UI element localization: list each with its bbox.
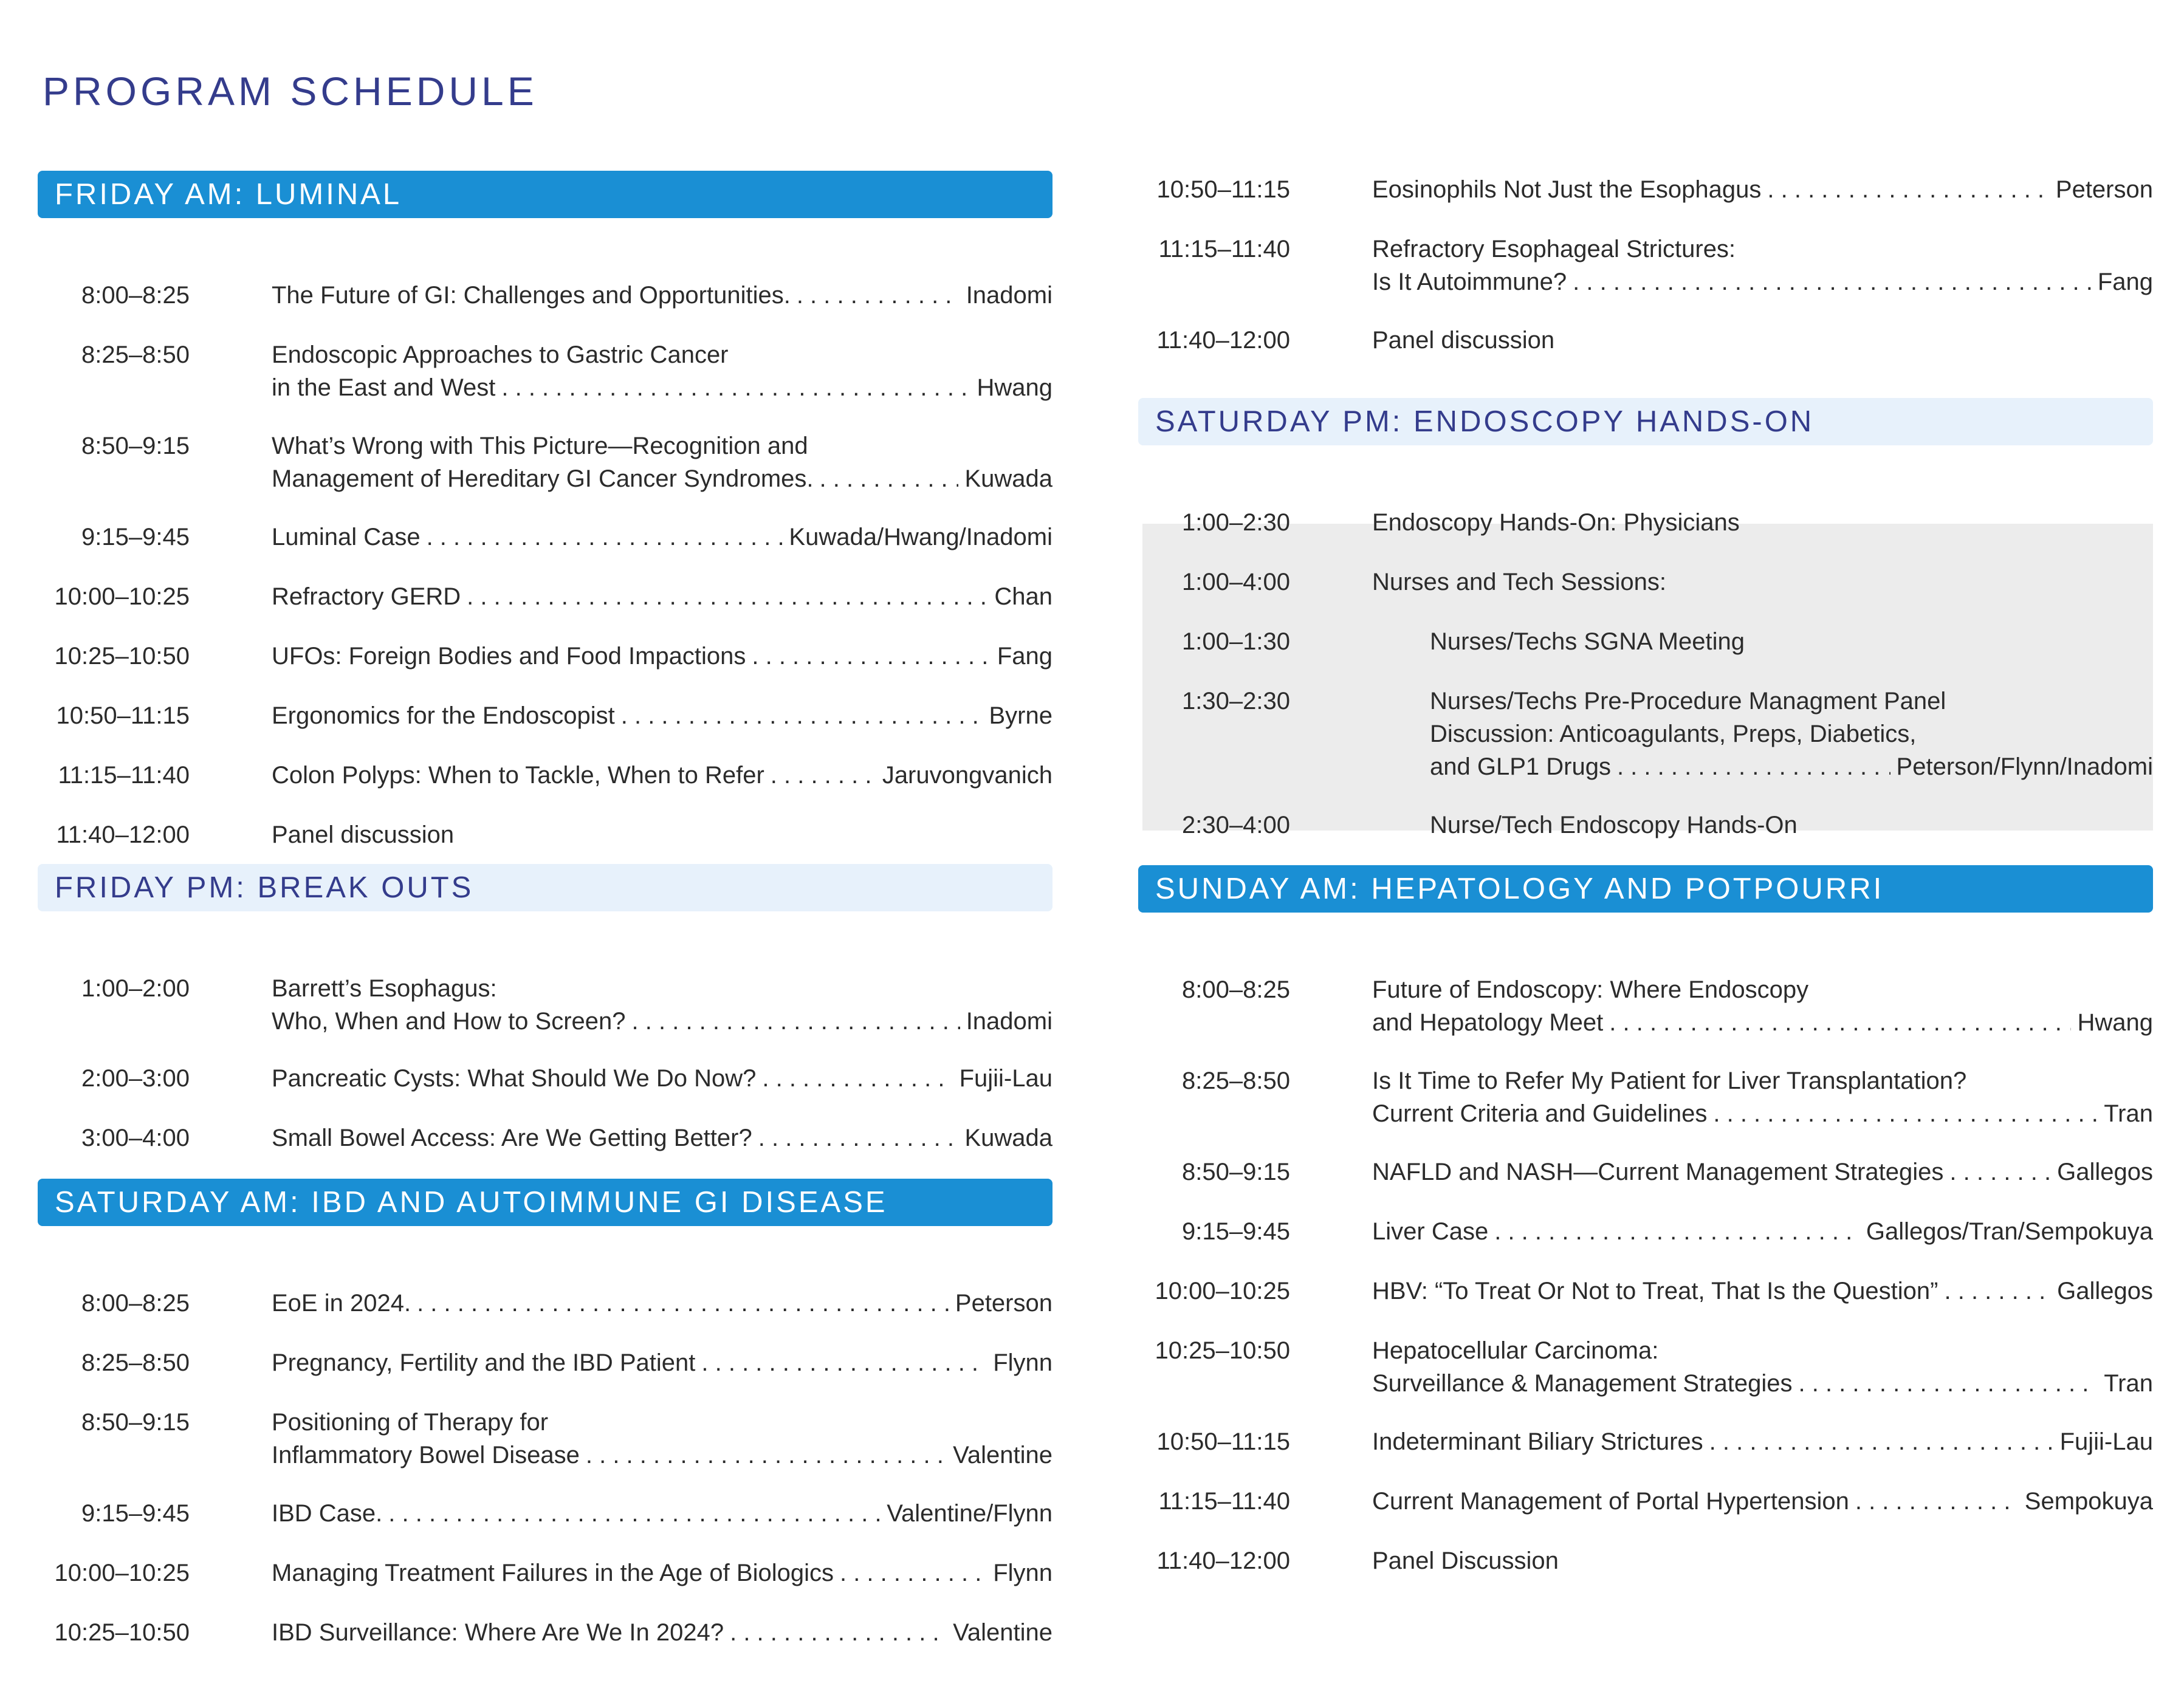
- session-time: 10:00–10:25: [54, 583, 190, 610]
- page-title: PROGRAM SCHEDULE: [43, 69, 538, 114]
- session-title-line: Current Criteria and Guidelines: [1372, 1100, 1708, 1127]
- speaker-name: Peterson: [955, 1290, 1053, 1317]
- dot-leader: [621, 699, 983, 732]
- session-title: [1372, 1544, 2153, 1577]
- session-title: [1372, 233, 2153, 298]
- session-title: [1372, 173, 2153, 206]
- session-title-line: Panel Discussion: [1372, 1547, 1559, 1574]
- session-title-line: Colon Polyps: When to Tackle, When to Refer: [272, 762, 764, 789]
- session-time: 1:00–1:30: [1182, 628, 1290, 655]
- dot-leader: [840, 1557, 987, 1589]
- speaker-name: Gallegos: [2057, 1278, 2153, 1304]
- speaker-name: Tran: [2104, 1370, 2153, 1397]
- session-time: 10:25–10:50: [54, 643, 190, 670]
- session-title-line: Future of Endoscopy: Where Endoscopy: [1372, 976, 1809, 1003]
- session-title-line: Management of Hereditary GI Cancer Syndromes.: [272, 465, 814, 492]
- session-title: [1430, 625, 2153, 658]
- session-title-line: What’s Wrong with This Picture—Recognition and: [272, 433, 808, 459]
- session-title-line: in the East and West: [272, 374, 496, 401]
- session-title: [272, 818, 1053, 851]
- session-time: 1:30–2:30: [1182, 688, 1290, 714]
- session-title: [1372, 1275, 2153, 1307]
- speaker-name: Sempokuya: [2024, 1488, 2153, 1515]
- speaker-name: Peterson/Flynn/Inadomi: [1896, 753, 2153, 780]
- section-header: FRIDAY PM: BREAK OUTS: [38, 864, 1053, 911]
- session-title: [272, 1406, 1053, 1472]
- section-header: FRIDAY AM: LUMINAL: [38, 171, 1053, 218]
- session-title-line: Nurses/Techs SGNA Meeting: [1430, 628, 1745, 655]
- session-time: 3:00–4:00: [81, 1125, 190, 1151]
- session-title-line: Barrett’s Esophagus:: [272, 975, 497, 1002]
- speaker-name: Jaruvongvanich: [882, 762, 1053, 789]
- dot-leader: [797, 279, 960, 312]
- session-title: [272, 699, 1053, 732]
- session-title-line: Refractory GERD: [272, 583, 461, 610]
- dot-leader: [632, 1005, 960, 1038]
- session-time: 2:00–3:00: [81, 1065, 190, 1092]
- session-title-line: Panel discussion: [272, 821, 455, 848]
- speaker-name: Valentine: [953, 1619, 1053, 1646]
- session-time: 2:30–4:00: [1182, 812, 1290, 838]
- speaker-name: Kuwada: [964, 1125, 1053, 1151]
- session-time: 9:15–9:45: [1182, 1218, 1290, 1245]
- session-title-line: Inflammatory Bowel Disease: [272, 1442, 580, 1468]
- session-time: 8:50–9:15: [1182, 1159, 1290, 1185]
- session-title-line: IBD Case.: [272, 1500, 383, 1527]
- speaker-name: Valentine/Flynn: [887, 1500, 1053, 1527]
- session-title: [1430, 809, 2153, 841]
- session-title-line: UFOs: Foreign Bodies and Food Impactions: [272, 643, 746, 670]
- speaker-name: Gallegos/Tran/Sempokuya: [1866, 1218, 2153, 1245]
- speaker-name: Inadomi: [966, 1008, 1053, 1035]
- dot-leader: [1609, 1006, 2071, 1039]
- session-time: 8:50–9:15: [81, 433, 190, 459]
- dot-leader: [586, 1439, 947, 1472]
- dot-leader: [1855, 1485, 2019, 1518]
- session-title: [1372, 566, 2153, 598]
- session-title-line: EoE in 2024.: [272, 1290, 411, 1317]
- session-title-line: Is It Time to Refer My Patient for Liver Transplantation?: [1372, 1067, 1967, 1094]
- session-time: 1:00–2:00: [81, 975, 190, 1002]
- speaker-name: Byrne: [989, 702, 1053, 729]
- session-title: [1372, 1425, 2153, 1458]
- session-title: [272, 640, 1053, 673]
- section-friday-am: [38, 171, 1053, 848]
- session-title: [1372, 1156, 2153, 1188]
- dot-leader: [1949, 1156, 2051, 1188]
- speaker-name: Fujii-Lau: [2059, 1428, 2153, 1455]
- session-title-line: Nurses and Tech Sessions:: [1372, 569, 1666, 595]
- session-title: [272, 521, 1053, 553]
- speaker-name: Hwang: [2077, 1009, 2153, 1036]
- session-title-line: Surveillance & Management Strategies: [1372, 1370, 1793, 1397]
- speaker-name: Tran: [2104, 1100, 2153, 1127]
- session-title-line: Panel discussion: [1372, 327, 1555, 354]
- session-title: [272, 1497, 1053, 1530]
- dot-leader: [1767, 173, 2050, 206]
- session-time: 10:25–10:50: [1155, 1337, 1290, 1364]
- session-title-line: Endoscopy Hands-On: Physicians: [1372, 509, 1740, 536]
- session-title-line: Discussion: Anticoagulants, Preps, Diabetics,: [1430, 721, 1917, 747]
- session-title-line: Refractory Esophageal Strictures:: [1372, 236, 1736, 262]
- dot-leader: [1709, 1425, 2054, 1458]
- dot-leader: [1713, 1097, 2098, 1130]
- speaker-name: Flynn: [993, 1349, 1053, 1376]
- session-title-line: Is It Autoimmune?: [1372, 269, 1567, 295]
- session-time: 10:25–10:50: [54, 1619, 190, 1646]
- session-time: 8:00–8:25: [81, 282, 190, 309]
- speaker-name: Inadomi: [966, 282, 1053, 309]
- session-time: 8:25–8:50: [1182, 1067, 1290, 1094]
- session-title: [1372, 1215, 2153, 1248]
- speaker-name: Hwang: [977, 374, 1053, 401]
- speaker-name: Fujii-Lau: [959, 1065, 1053, 1092]
- session-time: 8:50–9:15: [81, 1409, 190, 1436]
- speaker-name: Chan: [994, 583, 1053, 610]
- section-saturday-pm: [1138, 398, 2153, 838]
- session-title: [272, 580, 1053, 613]
- session-title-line: Pregnancy, Fertility and the IBD Patient: [272, 1349, 696, 1376]
- session-title-line: Nurse/Tech Endoscopy Hands-On: [1430, 812, 1798, 838]
- dot-leader: [752, 640, 991, 673]
- dot-leader: [701, 1346, 987, 1379]
- session-title-line: Nurses/Techs Pre-Procedure Managment Panel: [1430, 688, 1946, 714]
- dot-leader: [762, 1062, 953, 1095]
- session-title-line: Positioning of Therapy for: [272, 1409, 549, 1436]
- session-title-line: HBV: “To Treat Or Not to Treat, That Is the Question”: [1372, 1278, 1938, 1304]
- dot-leader: [388, 1497, 881, 1530]
- speaker-name: Valentine: [953, 1442, 1053, 1468]
- session-title-line: IBD Surveillance: Where Are We In 2024?: [272, 1619, 724, 1646]
- dot-leader: [501, 371, 970, 404]
- session-title: [272, 279, 1053, 312]
- session-title-line: Hepatocellular Carcinoma:: [1372, 1337, 1659, 1364]
- speaker-name: Fang: [997, 643, 1053, 670]
- section-header: SATURDAY AM: IBD AND AUTOIMMUNE GI DISEASE: [38, 1179, 1053, 1226]
- dot-leader: [427, 521, 783, 553]
- session-time: 11:15–11:40: [58, 762, 190, 789]
- session-title: [272, 338, 1053, 404]
- dot-leader: [1573, 266, 2092, 298]
- dot-leader: [1944, 1275, 2051, 1307]
- session-time: 11:15–11:40: [1158, 1488, 1290, 1515]
- section-header: SATURDAY PM: ENDOSCOPY HANDS-ON: [1138, 398, 2153, 445]
- session-time: 9:15–9:45: [81, 524, 190, 550]
- dot-leader: [467, 580, 988, 613]
- session-title: [1372, 324, 2153, 357]
- session-time: 10:00–10:25: [1155, 1278, 1290, 1304]
- speaker-name: Fang: [2097, 269, 2153, 295]
- session-title: [272, 430, 1053, 495]
- session-time: 1:00–2:30: [1182, 509, 1290, 536]
- session-time: 11:15–11:40: [1158, 236, 1290, 262]
- session-title-line: Small Bowel Access: Are We Getting Better?: [272, 1125, 752, 1151]
- session-title-line: The Future of GI: Challenges and Opportunities.: [272, 282, 791, 309]
- session-time: 8:25–8:50: [81, 341, 190, 368]
- dot-leader: [417, 1287, 949, 1320]
- speaker-name: Flynn: [993, 1560, 1053, 1586]
- session-time: 10:00–10:25: [54, 1560, 190, 1586]
- session-title: [272, 972, 1053, 1038]
- session-title-line: and GLP1 Drugs: [1430, 753, 1611, 780]
- session-title-line: Managing Treatment Failures in the Age of Biologics: [272, 1560, 834, 1586]
- session-time: 9:15–9:45: [81, 1500, 190, 1527]
- dot-leader: [771, 759, 876, 792]
- dot-leader: [1494, 1215, 1860, 1248]
- session-title: [1372, 1334, 2153, 1400]
- session-title-line: Pancreatic Cysts: What Should We Do Now?: [272, 1065, 757, 1092]
- section-saturday-am: [38, 1179, 1053, 1646]
- session-title: [272, 1062, 1053, 1095]
- session-time: 8:00–8:25: [81, 1290, 190, 1317]
- speaker-name: Gallegos: [2057, 1159, 2153, 1185]
- session-time: 11:40–12:00: [1156, 327, 1290, 354]
- session-title-line: Who, When and How to Screen?: [272, 1008, 626, 1035]
- session-title: [272, 759, 1053, 792]
- session-title: [1372, 506, 2153, 539]
- session-time: 10:50–11:15: [1156, 1428, 1290, 1455]
- dot-leader: [1798, 1367, 2098, 1400]
- session-time: 11:40–12:00: [56, 821, 190, 848]
- session-title-line: Liver Case: [1372, 1218, 1489, 1245]
- session-title-line: Ergonomics for the Endoscopist: [272, 702, 615, 729]
- session-time: 10:50–11:15: [1156, 176, 1290, 203]
- speaker-name: Peterson: [2055, 176, 2153, 203]
- section-header: SUNDAY AM: HEPATOLOGY AND POTPOURRI: [1138, 865, 2153, 913]
- session-title-line: and Hepatology Meet: [1372, 1009, 1604, 1036]
- session-title-line: Endoscopic Approaches to Gastric Cancer: [272, 341, 729, 368]
- session-time: 8:00–8:25: [1182, 976, 1290, 1003]
- session-title: [272, 1122, 1053, 1154]
- session-title: [272, 1287, 1053, 1320]
- session-title-line: NAFLD and NASH—Current Management Strategies: [1372, 1159, 1944, 1185]
- session-time: 11:40–12:00: [1156, 1547, 1290, 1574]
- dot-leader: [758, 1122, 959, 1154]
- session-time: 8:25–8:50: [81, 1349, 190, 1376]
- session-title: [1372, 1064, 2153, 1130]
- session-title: [272, 1616, 1053, 1649]
- session-title-line: Luminal Case: [272, 524, 421, 550]
- session-title: [1372, 973, 2153, 1039]
- session-time: 1:00–4:00: [1182, 569, 1290, 595]
- section-friday-pm: [38, 864, 1053, 1151]
- dot-leader: [1617, 750, 1890, 783]
- session-title: [272, 1557, 1053, 1589]
- session-title-line: Eosinophils Not Just the Esophagus: [1372, 176, 1762, 203]
- session-title-line: Indeterminant Biliary Strictures: [1372, 1428, 1703, 1455]
- session-time: 10:50–11:15: [56, 702, 190, 729]
- session-title: [1372, 1485, 2153, 1518]
- session-title: [1430, 685, 2153, 783]
- session-title-line: Current Management of Portal Hypertension: [1372, 1488, 1849, 1515]
- session-title: [272, 1346, 1053, 1379]
- section-sunday-am: [1138, 865, 2153, 1574]
- speaker-name: Kuwada: [964, 465, 1053, 492]
- dot-leader: [820, 462, 959, 495]
- dot-leader: [730, 1616, 947, 1649]
- speaker-name: Kuwada/Hwang/Inadomi: [789, 524, 1053, 550]
